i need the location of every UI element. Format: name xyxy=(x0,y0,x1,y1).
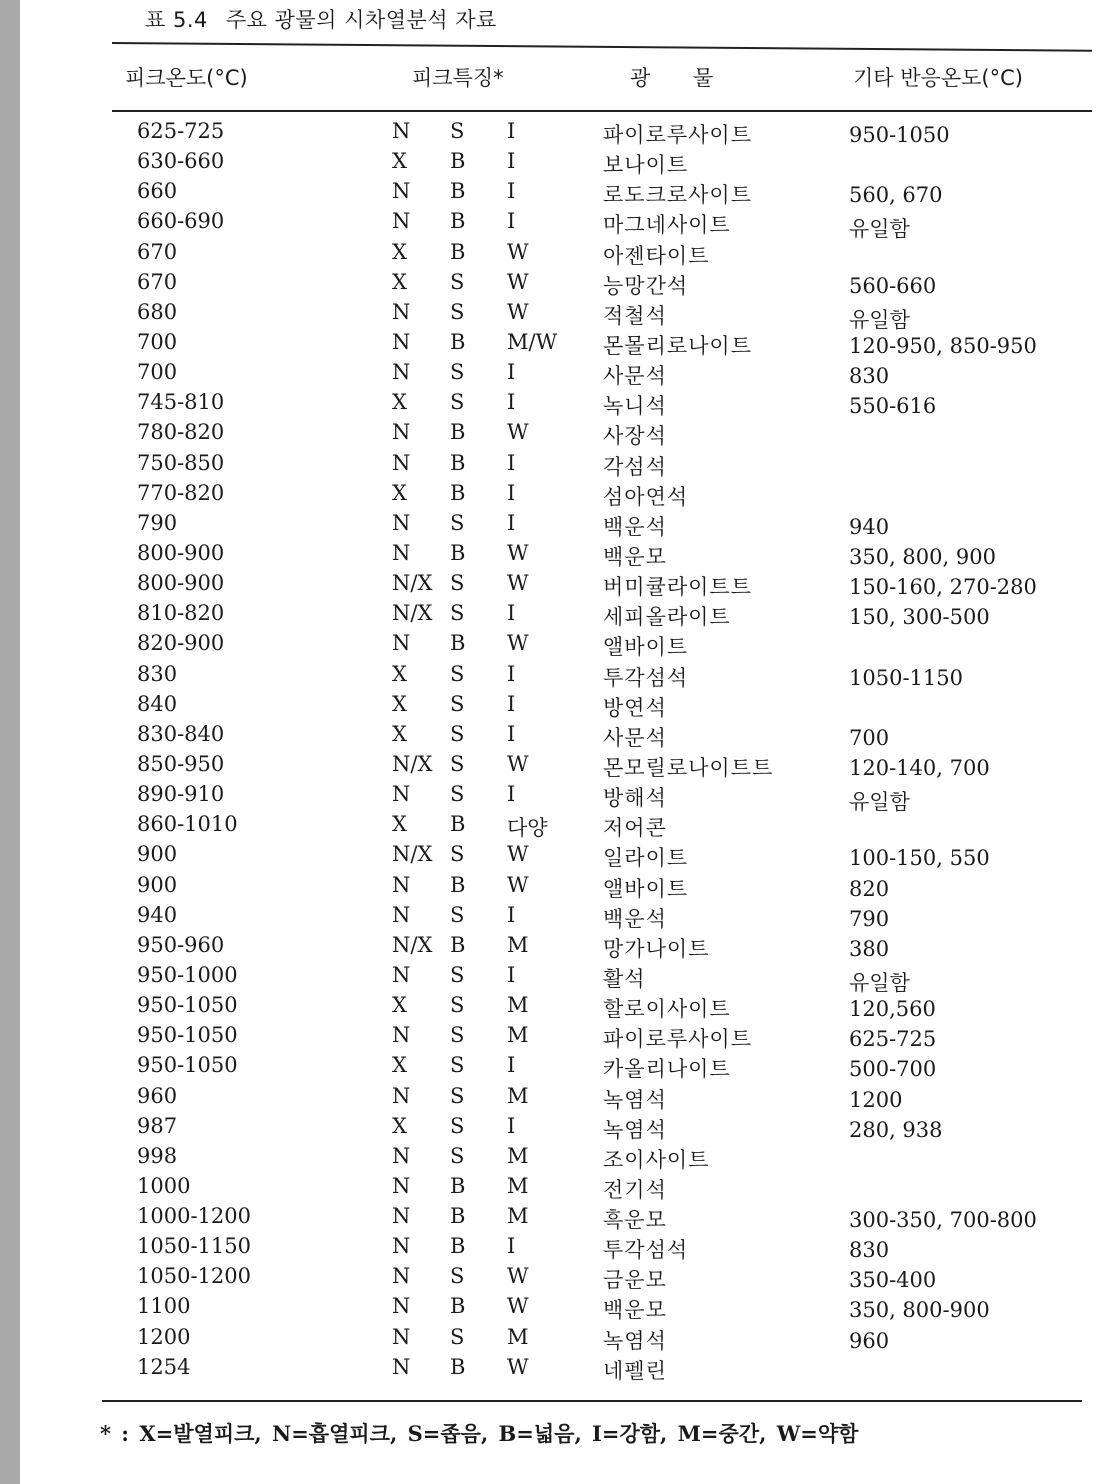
cell-peak-width: B xyxy=(450,631,466,656)
cell-mineral: 앨바이트 xyxy=(603,876,689,901)
cell-peak-temp: 680 xyxy=(137,299,178,324)
cell-peak-intensity: I xyxy=(507,510,516,535)
cell-mineral: 네펠린 xyxy=(603,1358,667,1383)
cell-peak-width: S xyxy=(450,1324,465,1349)
table-row xyxy=(0,899,1095,929)
cell-peak-width: S xyxy=(450,510,465,535)
cell-peak-type: N/X xyxy=(392,601,433,626)
cell-mineral: 파이로루사이트 xyxy=(603,1027,753,1052)
cell-peak-intensity: I xyxy=(507,480,516,505)
cell-other-temp: 유일함 xyxy=(849,307,910,332)
header-peak-char: 피크특징* xyxy=(412,66,504,90)
table-body xyxy=(0,115,1095,1381)
cell-peak-width: S xyxy=(450,962,465,987)
cell-peak-temp: 1050-1150 xyxy=(137,1234,251,1259)
cell-mineral: 카올리나이트 xyxy=(603,1057,731,1082)
table-title: 주요 광물의 시차열분석 자료 xyxy=(225,8,497,32)
cell-other-temp: 350-400 xyxy=(849,1268,937,1293)
cell-peak-intensity: I xyxy=(507,962,516,987)
table-row xyxy=(0,1200,1095,1233)
cell-peak-width: S xyxy=(450,1023,465,1048)
cell-mineral: 활석 xyxy=(603,966,646,991)
cell-other-temp: 1200 xyxy=(849,1087,903,1112)
cell-other-temp: 830 xyxy=(849,364,890,389)
cell-mineral: 마그네사이트 xyxy=(603,213,731,238)
cell-peak-intensity: M xyxy=(507,932,529,957)
cell-peak-intensity: I xyxy=(507,360,516,385)
table-row xyxy=(0,838,1095,871)
cell-peak-intensity: W xyxy=(507,571,529,596)
cell-peak-width: S xyxy=(450,751,465,776)
cell-peak-width: S xyxy=(450,360,465,385)
table-row xyxy=(0,1260,1095,1293)
cell-peak-type: N xyxy=(392,450,411,475)
cell-other-temp: 500-700 xyxy=(849,1057,937,1082)
header-mineral: 광 물 xyxy=(630,66,732,90)
cell-peak-intensity: I xyxy=(507,119,516,143)
cell-peak-width: B xyxy=(450,239,466,264)
cell-peak-type: N xyxy=(392,902,411,927)
cell-peak-temp: 810-820 xyxy=(137,601,225,626)
cell-mineral: 버미큘라이트트 xyxy=(603,575,753,600)
cell-peak-intensity: I xyxy=(507,601,516,626)
cell-peak-type: N xyxy=(392,1354,411,1379)
cell-peak-intensity: M xyxy=(507,1083,529,1108)
cell-other-temp: 유일함 xyxy=(849,790,910,815)
cell-other-temp: 550-616 xyxy=(849,394,937,419)
cell-peak-intensity: W xyxy=(507,299,529,324)
cell-peak-width: S xyxy=(450,269,465,294)
table-row xyxy=(0,1019,1095,1052)
cell-other-temp: 280, 938 xyxy=(849,1117,943,1142)
cell-peak-type: N xyxy=(392,1234,411,1259)
cell-peak-width: B xyxy=(450,450,466,475)
table-row xyxy=(0,1170,1095,1200)
cell-peak-temp: 750-850 xyxy=(137,450,225,475)
cell-peak-width: S xyxy=(450,119,465,143)
cell-peak-intensity: M xyxy=(507,1173,529,1198)
table-row xyxy=(0,1140,1095,1170)
cell-peak-intensity: M xyxy=(507,1143,529,1168)
cell-peak-temp: 830 xyxy=(137,661,178,686)
cell-peak-temp: 700 xyxy=(137,360,178,385)
cell-mineral: 백운석 xyxy=(603,514,667,539)
cell-peak-intensity: I xyxy=(507,691,516,716)
table-row xyxy=(0,808,1095,841)
cell-peak-width: B xyxy=(450,1354,466,1379)
cell-peak-width: S xyxy=(450,390,465,415)
table-row xyxy=(0,1230,1095,1263)
cell-peak-type: N xyxy=(392,631,411,656)
cell-peak-temp: 850-950 xyxy=(137,751,225,776)
cell-mineral: 백운석 xyxy=(603,906,667,931)
cell-mineral: 파이로루사이트 xyxy=(603,123,753,147)
cell-peak-intensity: W xyxy=(507,631,529,656)
cell-peak-intensity: M xyxy=(507,1023,529,1048)
cell-peak-type: X xyxy=(392,1053,407,1078)
cell-peak-intensity: W xyxy=(507,540,529,565)
cell-peak-intensity: W xyxy=(507,269,529,294)
cell-mineral: 능망간석 xyxy=(603,273,689,298)
cell-mineral: 녹염석 xyxy=(603,1117,667,1142)
cell-mineral: 몬몰리로나이트 xyxy=(603,333,753,358)
table-row xyxy=(0,688,1095,718)
table-row xyxy=(0,175,1095,208)
cell-peak-type: N xyxy=(392,209,411,234)
table-row xyxy=(0,236,1095,266)
table-row xyxy=(0,1290,1095,1323)
cell-peak-type: N xyxy=(392,782,411,807)
cell-peak-type: X xyxy=(392,661,407,686)
cell-peak-width: S xyxy=(450,1053,465,1078)
cell-peak-width: B xyxy=(450,1234,466,1259)
cell-mineral: 앨바이트 xyxy=(603,635,689,660)
table-row xyxy=(0,296,1095,332)
cell-peak-temp: 960 xyxy=(137,1083,178,1108)
cell-mineral: 사문석 xyxy=(603,725,667,750)
cell-peak-type: N xyxy=(392,540,411,565)
cell-peak-width: S xyxy=(450,601,465,626)
table-row xyxy=(0,326,1095,356)
cell-peak-temp: 700 xyxy=(137,329,178,354)
cell-peak-type: X xyxy=(392,390,407,415)
cell-peak-temp: 625-725 xyxy=(137,119,225,143)
cell-mineral: 할로이사이트 xyxy=(603,997,731,1022)
cell-other-temp: 960 xyxy=(849,1328,890,1353)
cell-other-temp: 유일함 xyxy=(849,217,910,242)
cell-peak-temp: 890-910 xyxy=(137,782,225,807)
cell-peak-intensity: I xyxy=(507,390,516,415)
cell-peak-width: B xyxy=(450,209,466,234)
cell-peak-width: B xyxy=(450,179,466,204)
cell-mineral: 세피올라이트 xyxy=(603,605,731,630)
cell-peak-type: N/X xyxy=(392,932,433,957)
cell-other-temp: 380 xyxy=(849,936,890,961)
table-row xyxy=(0,266,1095,296)
cell-peak-temp: 800-900 xyxy=(137,571,225,596)
cell-peak-type: N xyxy=(392,1083,411,1108)
cell-peak-width: B xyxy=(450,149,466,174)
table-caption xyxy=(145,4,497,34)
cell-other-temp: 150-160, 270-280 xyxy=(849,575,1037,600)
cell-peak-type: N/X xyxy=(392,751,433,776)
cell-mineral: 사장석 xyxy=(603,424,667,449)
table-row xyxy=(0,145,1095,178)
cell-peak-temp: 660-690 xyxy=(137,209,225,234)
cell-peak-width: B xyxy=(450,1204,466,1229)
cell-peak-width: S xyxy=(450,842,465,867)
table-row xyxy=(0,416,1095,449)
cell-peak-temp: 940 xyxy=(137,902,178,927)
cell-peak-temp: 800-900 xyxy=(137,540,225,565)
cell-other-temp: 350, 800-900 xyxy=(849,1298,990,1323)
table-row xyxy=(0,718,1095,748)
cell-other-temp: 120,560 xyxy=(849,997,936,1022)
cell-mineral: 보나이트 xyxy=(603,153,689,178)
cell-peak-width: S xyxy=(450,902,465,927)
cell-other-temp: 1050-1150 xyxy=(849,665,963,690)
cell-peak-temp: 780-820 xyxy=(137,420,225,445)
cell-peak-width: B xyxy=(450,1294,466,1319)
table-row xyxy=(0,929,1095,959)
cell-peak-temp: 770-820 xyxy=(137,480,225,505)
cell-peak-intensity: M xyxy=(507,1204,529,1229)
cell-peak-type: X xyxy=(392,721,407,746)
cell-peak-temp: 1254 xyxy=(137,1354,191,1379)
cell-peak-width: S xyxy=(450,1113,465,1138)
cell-peak-temp: 1000 xyxy=(137,1173,191,1198)
table-row xyxy=(0,477,1095,507)
cell-peak-intensity: I xyxy=(507,450,516,475)
table-row xyxy=(0,356,1095,389)
cell-mineral: 투각섬석 xyxy=(603,1238,689,1263)
table-row xyxy=(0,567,1095,600)
cell-peak-type: X xyxy=(392,812,407,837)
cell-peak-type: N xyxy=(392,962,411,987)
cell-other-temp: 유일함 xyxy=(849,970,910,995)
cell-peak-intensity: M xyxy=(507,1324,529,1349)
cell-peak-type: X xyxy=(392,269,407,294)
cell-mineral: 백운모 xyxy=(603,544,667,569)
table-row xyxy=(0,447,1095,477)
cell-peak-width: S xyxy=(450,299,465,324)
cell-other-temp: 560-660 xyxy=(849,273,937,298)
cell-peak-temp: 790 xyxy=(137,510,178,535)
cell-peak-intensity: M xyxy=(507,993,529,1018)
cell-mineral: 적철석 xyxy=(603,303,667,328)
cell-peak-type: N xyxy=(392,1204,411,1229)
cell-peak-intensity: I xyxy=(507,1053,516,1078)
cell-peak-temp: 900 xyxy=(137,872,178,897)
cell-mineral: 방연석 xyxy=(603,695,667,720)
cell-peak-intensity: W xyxy=(507,239,529,264)
cell-other-temp: 950-1050 xyxy=(849,123,950,147)
cell-peak-width: S xyxy=(450,691,465,716)
cell-mineral: 백운모 xyxy=(603,1298,667,1323)
cell-other-temp: 560, 670 xyxy=(849,183,943,208)
table-number: 표 5.4 xyxy=(145,8,208,32)
cell-mineral: 아젠타이트 xyxy=(603,243,710,268)
cell-peak-intensity: I xyxy=(507,721,516,746)
cell-peak-temp: 745-810 xyxy=(137,390,225,415)
cell-other-temp: 120-140, 700 xyxy=(849,755,990,780)
table-row xyxy=(0,1110,1095,1140)
cell-peak-intensity: W xyxy=(507,1294,529,1319)
cell-peak-intensity: I xyxy=(507,902,516,927)
cell-peak-width: B xyxy=(450,329,466,354)
cell-peak-intensity: I xyxy=(507,782,516,807)
cell-peak-type: N xyxy=(392,119,411,143)
cell-peak-intensity: I xyxy=(507,149,516,174)
cell-mineral: 녹염석 xyxy=(603,1328,667,1353)
cell-peak-temp: 987 xyxy=(137,1113,178,1138)
cell-mineral: 섬아연석 xyxy=(603,484,689,509)
cell-peak-width: B xyxy=(450,872,466,897)
cell-other-temp: 350, 800, 900 xyxy=(849,544,996,569)
cell-peak-intensity: I xyxy=(507,179,516,204)
cell-mineral: 녹니석 xyxy=(603,394,667,419)
table-row xyxy=(0,597,1095,630)
cell-peak-temp: 630-660 xyxy=(137,149,225,174)
cell-peak-width: S xyxy=(450,1083,465,1108)
cell-peak-intensity: I xyxy=(507,209,516,234)
cell-peak-type: N xyxy=(392,1023,411,1048)
table-row xyxy=(0,989,1095,1022)
cell-peak-intensity: W xyxy=(507,751,529,776)
cell-peak-temp: 1200 xyxy=(137,1324,191,1349)
cell-other-temp: 940 xyxy=(849,514,890,539)
cell-peak-intensity: W xyxy=(507,420,529,445)
cell-peak-intensity: I xyxy=(507,1234,516,1259)
cell-peak-temp: 1100 xyxy=(137,1294,191,1319)
cell-peak-width: B xyxy=(450,1173,466,1198)
cell-peak-temp: 670 xyxy=(137,269,178,294)
cell-peak-type: N xyxy=(392,1173,411,1198)
table-row xyxy=(0,386,1095,419)
table-row xyxy=(0,115,1095,145)
cell-peak-width: S xyxy=(450,782,465,807)
cell-other-temp: 820 xyxy=(849,876,890,901)
cell-peak-type: N xyxy=(392,360,411,385)
cell-peak-intensity: I xyxy=(507,661,516,686)
cell-peak-width: B xyxy=(450,812,466,837)
cell-mineral: 흑운모 xyxy=(603,1208,667,1233)
cell-peak-temp: 840 xyxy=(137,691,178,716)
cell-peak-temp: 820-900 xyxy=(137,631,225,656)
cell-mineral: 전기석 xyxy=(603,1177,667,1202)
cell-mineral: 몬모릴로나이트트 xyxy=(603,755,774,780)
table-header-rule xyxy=(112,110,1092,112)
cell-peak-temp: 900 xyxy=(137,842,178,867)
cell-peak-width: S xyxy=(450,721,465,746)
cell-peak-temp: 950-960 xyxy=(137,932,225,957)
cell-peak-temp: 950-1050 xyxy=(137,993,238,1018)
table-row xyxy=(0,627,1095,660)
cell-mineral: 저어콘 xyxy=(603,816,667,841)
cell-other-temp: 830 xyxy=(849,1238,890,1263)
cell-peak-intensity: 다양 xyxy=(507,816,548,841)
cell-peak-type: N xyxy=(392,299,411,324)
cell-peak-type: X xyxy=(392,1113,407,1138)
cell-peak-type: X xyxy=(392,239,407,264)
cell-peak-type: X xyxy=(392,691,407,716)
cell-peak-type: N/X xyxy=(392,571,433,596)
cell-peak-type: N/X xyxy=(392,842,433,867)
cell-peak-temp: 998 xyxy=(137,1143,178,1168)
cell-peak-temp: 950-1050 xyxy=(137,1023,238,1048)
cell-peak-temp: 860-1010 xyxy=(137,812,238,837)
table-row xyxy=(0,1080,1095,1110)
cell-peak-intensity: W xyxy=(507,1354,529,1379)
cell-peak-temp: 1000-1200 xyxy=(137,1204,251,1229)
cell-peak-width: B xyxy=(450,932,466,957)
table-bottom-rule xyxy=(102,1400,1082,1402)
table-row xyxy=(0,658,1095,688)
cell-other-temp: 700 xyxy=(849,725,890,750)
cell-peak-type: N xyxy=(392,1143,411,1168)
cell-other-temp: 790 xyxy=(849,906,890,931)
table-row xyxy=(0,537,1095,567)
header-peak-temp: 피크온도(°C) xyxy=(125,66,248,90)
cell-peak-intensity: I xyxy=(507,1113,516,1138)
table-row xyxy=(0,507,1095,537)
header-other-temp: 기타 반응온도(°C) xyxy=(853,66,1023,90)
cell-peak-width: S xyxy=(450,1143,465,1168)
cell-mineral: 투각섬석 xyxy=(603,665,689,690)
cell-other-temp: 120-950, 850-950 xyxy=(849,333,1037,358)
cell-peak-width: B xyxy=(450,480,466,505)
cell-peak-width: S xyxy=(450,1264,465,1289)
table-footnote: * : X=발열피크, N=흡열피크, S=좁음, B=넓음, I=강함, M=중간, W=약함 xyxy=(100,1421,859,1446)
cell-peak-width: S xyxy=(450,993,465,1018)
cell-mineral: 금운모 xyxy=(603,1268,667,1293)
cell-peak-temp: 1050-1200 xyxy=(137,1264,251,1289)
table-row xyxy=(0,748,1095,778)
cell-mineral: 일라이트 xyxy=(603,846,689,871)
table-row xyxy=(0,1351,1095,1381)
cell-peak-type: N xyxy=(392,1324,411,1349)
cell-peak-type: N xyxy=(392,510,411,535)
cell-mineral: 사문석 xyxy=(603,364,667,389)
cell-other-temp: 625-725 xyxy=(849,1027,937,1052)
cell-mineral: 망가나이트 xyxy=(603,936,710,961)
cell-peak-temp: 950-1050 xyxy=(137,1053,238,1078)
cell-mineral: 로도크로사이트 xyxy=(603,183,753,208)
table-row xyxy=(0,959,1095,995)
cell-peak-width: B xyxy=(450,540,466,565)
cell-peak-type: X xyxy=(392,993,407,1018)
cell-peak-width: S xyxy=(450,661,465,686)
cell-mineral: 방해석 xyxy=(603,786,667,811)
cell-other-temp: 150, 300-500 xyxy=(849,605,990,630)
cell-peak-type: X xyxy=(392,480,407,505)
cell-peak-intensity: W xyxy=(507,872,529,897)
cell-mineral: 조이사이트 xyxy=(603,1147,710,1172)
cell-peak-width: B xyxy=(450,420,466,445)
cell-peak-type: N xyxy=(392,872,411,897)
table-row xyxy=(0,869,1095,899)
cell-peak-temp: 830-840 xyxy=(137,721,225,746)
cell-peak-type: N xyxy=(392,179,411,204)
cell-peak-intensity: W xyxy=(507,1264,529,1289)
cell-peak-temp: 660 xyxy=(137,179,178,204)
cell-other-temp: 300-350, 700-800 xyxy=(849,1208,1037,1233)
table-row xyxy=(0,778,1095,815)
cell-peak-temp: 950-1000 xyxy=(137,962,238,987)
cell-peak-type: X xyxy=(392,149,407,174)
cell-peak-type: N xyxy=(392,329,411,354)
cell-peak-type: N xyxy=(392,1294,411,1319)
cell-other-temp: 100-150, 550 xyxy=(849,846,990,871)
cell-peak-intensity: W xyxy=(507,842,529,867)
cell-peak-intensity: M/W xyxy=(507,329,558,354)
cell-peak-temp: 670 xyxy=(137,239,178,264)
cell-peak-type: N xyxy=(392,1264,411,1289)
cell-mineral: 각섬석 xyxy=(603,454,667,479)
table-row xyxy=(0,1049,1095,1082)
cell-mineral: 녹염석 xyxy=(603,1087,667,1112)
cell-peak-type: N xyxy=(392,420,411,445)
table-row xyxy=(0,205,1095,242)
table-row xyxy=(0,1321,1095,1351)
cell-peak-width: S xyxy=(450,571,465,596)
